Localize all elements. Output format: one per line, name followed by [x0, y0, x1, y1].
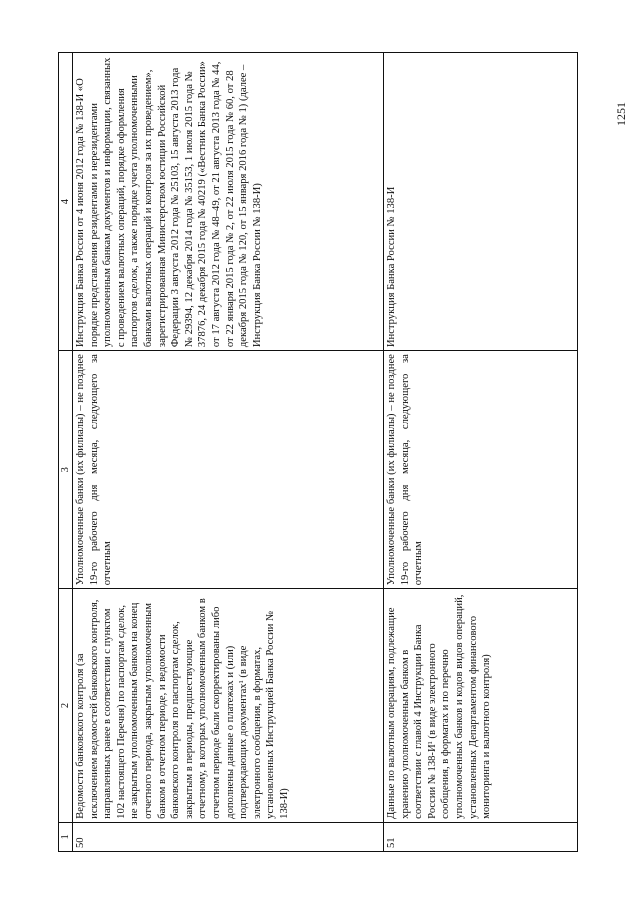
row-description: Ведомости банковского контроля (за исключением ведомостей банковского контроля, направленных ранее в соответствии с пунктом 102 настоящего Перечня) по паспортам сделок, не закрытым уполномоченным банком на конец отчетного периода, закрытым уполномоченным банком в отчетном периоде, и ведомости банковского контроля по паспортам сделок, закрытым в периоды, предшествующие отчетному, в которых уполномоченным банком в отчетном периоде были скорректированы либо дополнены данные о платежах и (или) подтверждающих документах¹ (в виде электронного сообщения, в форматах, установленных Инструкцией Банка России № 138-И): [73, 589, 384, 823]
document-table: [58, 52, 578, 852]
header-col-1: 1: [59, 822, 73, 851]
header-col-3: 3: [59, 351, 73, 589]
row-basis: Инструкция Банка России № 138-И: [384, 53, 578, 351]
table-row: [384, 53, 578, 852]
row-description: Данные по валютным операциям, подлежащие хранению уполномоченным банком в соответствии с главой 4 Инструкции Банка России № 138-И¹ (в виде электронного сообщения, в форматах и по перечню уполномоченных банков и кодов видов операций, установленных Департаментом финансового мониторинга и валютного контроля): [384, 589, 578, 823]
header-col-4: 4: [59, 53, 73, 351]
row-deadline: Уполномоченные банки (их филиалы) – не позднее 19-го рабочего дня месяца, следующего за отчетным: [73, 351, 384, 589]
header-col-2: 2: [59, 589, 73, 823]
table-row: [73, 53, 384, 852]
row-deadline: Уполномоченные банки (их филиалы) – не позднее 19-го рабочего дня месяца, следующего за отчетным: [384, 351, 578, 589]
row-number: 51: [384, 822, 578, 851]
row-basis: Инструкция Банка России от 4 июня 2012 года № 138-И «О порядке представления резидентами и нерезидентами уполномоченным банкам документов и информации, связанных с проведением валютных операций, порядке оформления паспортов сделок, а также порядке учета уполномоченными банками валютных операций и контроля за их проведением», зарегистрированная Министерством юстиции Российской Федерации 3 августа 2012 года № 25103, 15 августа 2013 года № 29394, 12 декабря 2014 года № 35153, 1 июля 2015 года № 37876, 24 декабря 2015 года № 40219 («Вестник Банка России» от 17 августа 2012 года № 48–49, от 21 августа 2013 года № 44, от 22 января 2015 года № 2, от 22 июля 2015 года № 60, от 28 декабря 2015 года № 120, от 15 января 2016 года № 1) (далее – Инструкция Банка России № 138-И): [73, 53, 384, 351]
page-number: 1251: [614, 102, 628, 126]
rotated-table-wrapper: [58, 52, 578, 852]
table-header-row: [59, 53, 73, 852]
row-number: 50: [73, 822, 384, 851]
